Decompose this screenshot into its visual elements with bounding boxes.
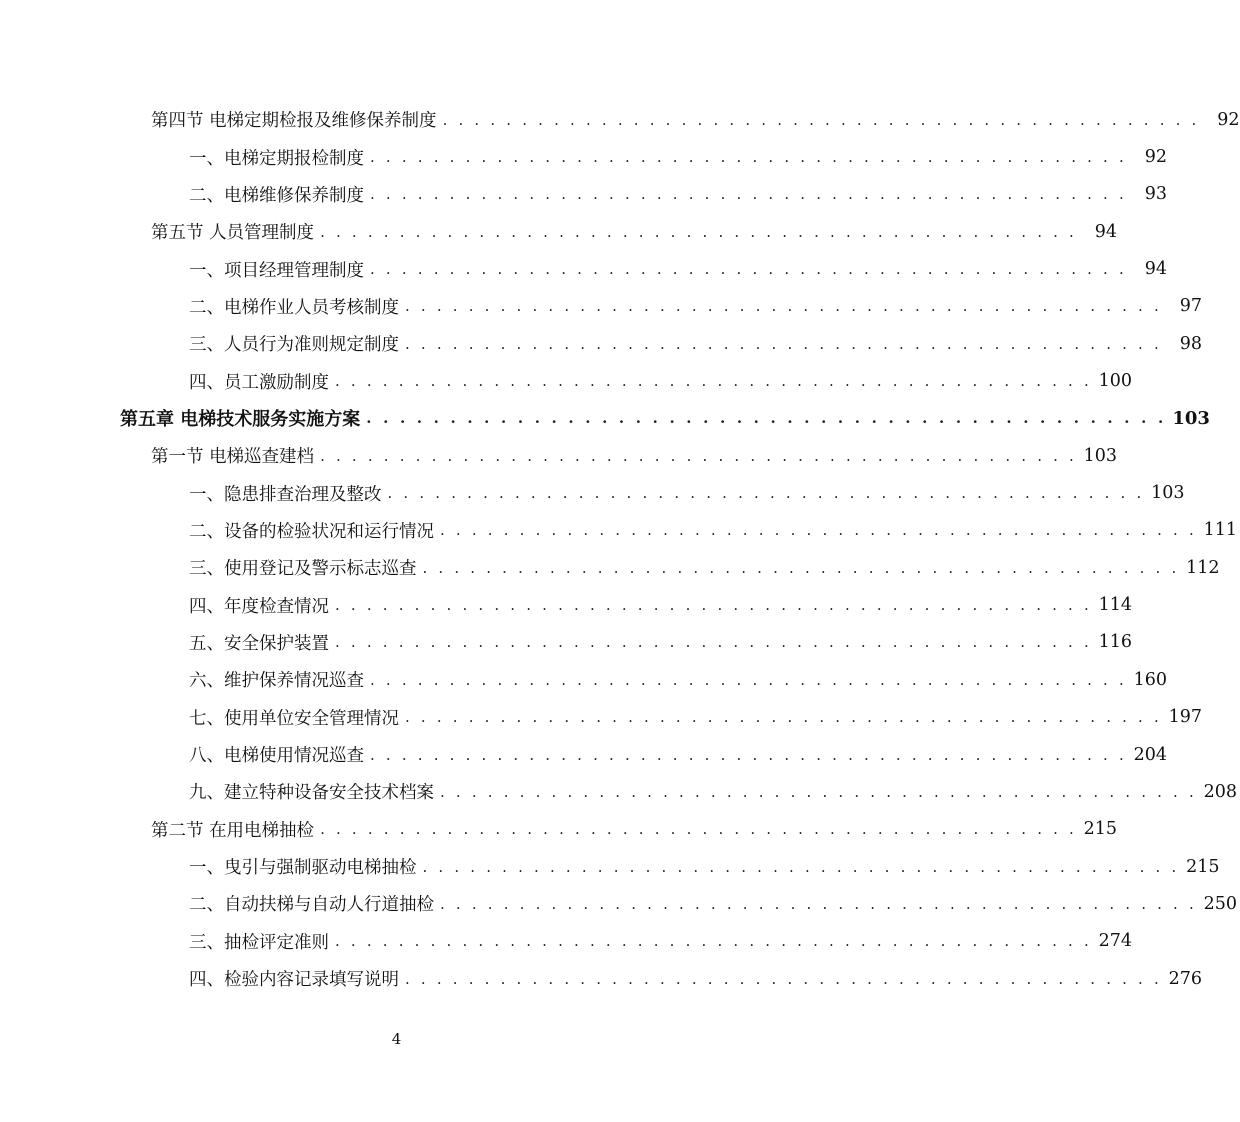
toc-dot-leader: . . . . . . . . . . . . . . . . . . . . . . . . . . . . . . . . . . . . . . . . . . . . . . . . <box>320 222 1078 241</box>
toc-entry-item[interactable] <box>0 923 1132 960</box>
toc-entry-label: 二、自动扶梯与自动人行道抽检 <box>189 891 440 916</box>
toc-entry-section[interactable] <box>0 811 1118 848</box>
toc-entry-label: 一、电梯定期报检制度 <box>189 145 370 170</box>
toc-entry-page-number: 160 <box>1133 669 1167 690</box>
toc-dot-leader: . . . . . . . . . . . . . . . . . . . . . . . . . . . . . . . . . . . . . . . . . . . . . . . . <box>335 596 1092 615</box>
toc-entry-page-number: 111 <box>1203 520 1237 541</box>
toc-dot-leader: . . . . . . . . . . . . . . . . . . . . . . . . . . . . . . . . . . . . . . . . . . . . . . . . <box>442 110 1200 129</box>
toc-entry-page-number: 103 <box>1151 483 1185 504</box>
toc-entry-item[interactable] <box>0 736 1167 773</box>
toc-entry-label: 二、电梯作业人员考核制度 <box>189 294 405 319</box>
toc-entry-page-number: 116 <box>1098 632 1132 653</box>
toc-dot-leader: . . . . . . . . . . . . . . . . . . . . . . . . . . . . . . . . . . . . . . . . . . . . . . . . <box>440 521 1197 540</box>
toc-entry-page-number: 215 <box>1186 856 1220 877</box>
toc-entry-label: 四、年度检查情况 <box>189 593 335 618</box>
toc-entry-item[interactable] <box>0 773 1237 810</box>
toc-entry-label: 第二节 在用电梯抽检 <box>151 817 320 842</box>
toc-entry-page-number: 97 <box>1179 296 1202 317</box>
toc-entry-item[interactable] <box>0 512 1237 549</box>
toc-dot-leader: . . . . . . . . . . . . . . . . . . . . . . . . . . . . . . . . . . . . . . . . . . . . . . . . <box>370 670 1127 689</box>
toc-entry-label: 三、人员行为准则规定制度 <box>189 331 405 356</box>
toc-entry-label: 一、隐患排查治理及整改 <box>189 481 388 506</box>
toc-dot-leader: . . . . . . . . . . . . . . . . . . . . . . . . . . . . . . . . . . . . . . . . . . . . . . . . <box>422 558 1180 577</box>
toc-entry-page-number: 114 <box>1098 595 1132 616</box>
table-of-contents <box>0 101 1240 997</box>
toc-entry-page-number: 93 <box>1144 184 1167 205</box>
toc-entry-chapter[interactable] <box>0 400 1210 437</box>
toc-entry-label: 一、曳引与强制驱动电梯抽检 <box>189 854 423 879</box>
toc-entry-item[interactable] <box>0 176 1167 213</box>
toc-entry-item[interactable] <box>0 661 1167 698</box>
toc-dot-leader: . . . . . . . . . . . . . . . . . . . . . . . . . . . . . . . . . . . . . . . . . . . . . . . . <box>405 969 1162 988</box>
page-number: 4 <box>391 1030 402 1048</box>
toc-dot-leader: . . . . . . . . . . . . . . . . . . . . . . . . . . . . . . . . . . . . . . . . . . . . . . . . <box>405 334 1162 353</box>
toc-entry-page-number: 103 <box>1172 407 1210 429</box>
toc-entry-item[interactable] <box>0 474 1185 511</box>
toc-entry-page-number: 112 <box>1186 557 1220 578</box>
toc-entry-item[interactable] <box>0 624 1132 661</box>
toc-entry-page-number: 204 <box>1133 744 1167 765</box>
toc-entry-label: 二、设备的检验状况和运行情况 <box>189 518 440 543</box>
toc-dot-leader: . . . . . . . . . . . . . . . . . . . . . . . . . . . . . . . . . . . . . . . . . . . . . . . . <box>320 820 1078 839</box>
toc-entry-label: 五、安全保护装置 <box>189 630 335 655</box>
toc-entry-item[interactable] <box>0 885 1237 922</box>
toc-dot-leader: . . . . . . . . . . . . . . . . . . . . . . . . . . . . . . . . . . . . . . . . . . . . . . . . <box>387 484 1145 503</box>
toc-entry-item[interactable] <box>0 960 1202 997</box>
toc-entry-page-number: 94 <box>1144 259 1167 280</box>
toc-entry-item[interactable] <box>0 586 1132 623</box>
toc-dot-leader: . . . . . . . . . . . . . . . . . . . . . . . . . . . . . . . . . . . . . . . . . . . . . . . . <box>405 297 1162 316</box>
toc-entry-label: 七、使用单位安全管理情况 <box>189 705 405 730</box>
toc-entry-item[interactable] <box>0 699 1202 736</box>
toc-entry-label: 三、使用登记及警示标志巡查 <box>189 555 423 580</box>
toc-dot-leader: . . . . . . . . . . . . . . . . . . . . . . . . . . . . . . . . . . . . . . . . . . . . . . . . <box>335 633 1092 652</box>
toc-dot-leader: . . . . . . . . . . . . . . . . . . . . . . . . . . . . . . . . . . . . . . . . . . . . . . . . <box>405 708 1162 727</box>
toc-entry-label: 第四节 电梯定期检报及维修保养制度 <box>151 107 443 132</box>
toc-entry-page-number: 208 <box>1203 781 1237 802</box>
toc-entry-page-number: 276 <box>1168 968 1202 989</box>
toc-entry-label: 第五节 人员管理制度 <box>151 219 320 244</box>
toc-entry-item[interactable] <box>0 549 1220 586</box>
toc-dot-leader: . . . . . . . . . . . . . . . . . . . . . . . . . . . . . . . . . . . . . . . . . . . . . . . . <box>366 409 1167 428</box>
toc-entry-section[interactable] <box>0 437 1118 474</box>
toc-entry-label: 三、抽检评定准则 <box>189 929 335 954</box>
toc-entry-item[interactable] <box>0 250 1167 287</box>
toc-dot-leader: . . . . . . . . . . . . . . . . . . . . . . . . . . . . . . . . . . . . . . . . . . . . . . . . <box>370 185 1127 204</box>
toc-dot-leader: . . . . . . . . . . . . . . . . . . . . . . . . . . . . . . . . . . . . . . . . . . . . . . . . <box>440 894 1197 913</box>
toc-entry-label: 第一节 电梯巡查建档 <box>151 443 320 468</box>
toc-entry-page-number: 92 <box>1217 109 1240 130</box>
toc-entry-label: 第五章 电梯技术服务实施方案 <box>120 405 366 431</box>
toc-entry-label: 四、检验内容记录填写说明 <box>189 966 405 991</box>
toc-dot-leader: . . . . . . . . . . . . . . . . . . . . . . . . . . . . . . . . . . . . . . . . . . . . . . . . <box>422 857 1180 876</box>
toc-entry-page-number: 103 <box>1083 445 1118 466</box>
toc-entry-label: 二、电梯维修保养制度 <box>189 182 370 207</box>
toc-entry-page-number: 98 <box>1179 333 1202 354</box>
toc-dot-leader: . . . . . . . . . . . . . . . . . . . . . . . . . . . . . . . . . . . . . . . . . . . . . . . . <box>370 260 1127 279</box>
toc-entry-page-number: 215 <box>1083 819 1118 840</box>
toc-entry-label: 九、建立特种设备安全技术档案 <box>189 779 440 804</box>
toc-dot-leader: . . . . . . . . . . . . . . . . . . . . . . . . . . . . . . . . . . . . . . . . . . . . . . . . <box>335 372 1092 391</box>
toc-entry-item[interactable] <box>0 325 1202 362</box>
toc-dot-leader: . . . . . . . . . . . . . . . . . . . . . . . . . . . . . . . . . . . . . . . . . . . . . . . . <box>370 148 1127 167</box>
toc-dot-leader: . . . . . . . . . . . . . . . . . . . . . . . . . . . . . . . . . . . . . . . . . . . . . . . . <box>440 782 1197 801</box>
toc-entry-page-number: 94 <box>1094 221 1118 242</box>
toc-entry-page-number: 274 <box>1098 931 1132 952</box>
toc-entry-item[interactable] <box>0 848 1220 885</box>
toc-dot-leader: . . . . . . . . . . . . . . . . . . . . . . . . . . . . . . . . . . . . . . . . . . . . . . . . <box>335 932 1092 951</box>
toc-entry-item[interactable] <box>0 362 1132 399</box>
toc-dot-leader: . . . . . . . . . . . . . . . . . . . . . . . . . . . . . . . . . . . . . . . . . . . . . . . . <box>320 446 1078 465</box>
toc-entry-section[interactable] <box>0 101 1240 138</box>
toc-entry-page-number: 250 <box>1203 893 1237 914</box>
toc-dot-leader: . . . . . . . . . . . . . . . . . . . . . . . . . . . . . . . . . . . . . . . . . . . . . . . . <box>370 745 1127 764</box>
toc-entry-item[interactable] <box>0 288 1202 325</box>
toc-entry-label: 四、员工激励制度 <box>189 369 335 394</box>
toc-entry-page-number: 100 <box>1098 371 1132 392</box>
toc-entry-item[interactable] <box>0 138 1167 175</box>
toc-entry-label: 一、项目经理管理制度 <box>189 257 370 282</box>
toc-entry-label: 六、维护保养情况巡查 <box>189 667 370 692</box>
toc-entry-section[interactable] <box>0 213 1118 250</box>
toc-entry-page-number: 92 <box>1144 147 1167 168</box>
toc-entry-page-number: 197 <box>1168 707 1202 728</box>
toc-entry-label: 八、电梯使用情况巡查 <box>189 742 370 767</box>
